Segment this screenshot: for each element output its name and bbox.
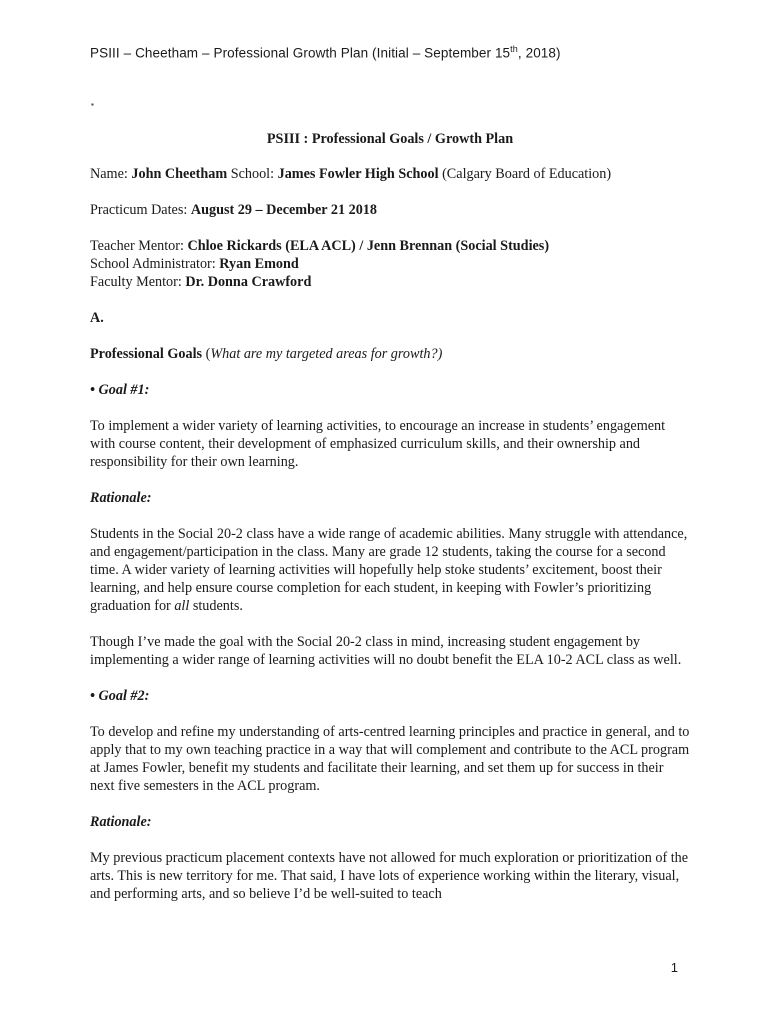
faculty-mentor-label: Faculty Mentor: bbox=[90, 274, 186, 290]
header-text-end: , 2018) bbox=[517, 45, 561, 61]
header-text: PSIII – Cheetham – Professional Growth Plan (Initial – September 15 bbox=[90, 45, 511, 61]
goals-heading: Professional Goals bbox=[90, 346, 203, 362]
document-body bbox=[90, 130, 690, 921]
mentors-block bbox=[90, 237, 690, 291]
administrator-line bbox=[90, 255, 690, 273]
rationale-1-text-b: students. bbox=[189, 598, 243, 614]
goals-sub-open: ( bbox=[202, 346, 211, 362]
administrator-value: Ryan Emond bbox=[219, 256, 299, 272]
document-title: PSIII : Professional Goals / Growth Plan bbox=[266, 131, 514, 147]
rationale-2-paragraph-1: My previous practicum placement contexts have not allowed for much exploration or prioritization of the arts. This is new territory for me. That said, I have lots of experience working within the literary, visual, and performing arts, and so believe I’d be well-suited to teach bbox=[90, 850, 689, 902]
dates-line bbox=[90, 201, 690, 219]
page-header bbox=[90, 44, 561, 61]
dates-label: Practicum Dates: bbox=[90, 202, 191, 218]
name-label: Name: bbox=[90, 166, 132, 182]
header-superscript: th bbox=[510, 44, 518, 54]
school-label: School: bbox=[227, 166, 278, 182]
dates-value: August 29 – December 21 2018 bbox=[190, 202, 377, 218]
goal-2-text: To develop and refine my understanding of arts-centred learning principles and practice in general, and to apply that to my own teaching practice in a way that will complement and contribute to the ACL program at James Fowler, benefit my students and facilitate their learning, and set them up for success in their next five semesters in the ACL program. bbox=[90, 724, 690, 794]
goal-1-heading: • Goal #1: bbox=[90, 382, 150, 398]
rationale-1-emphasis: all bbox=[174, 598, 190, 614]
rationale-1-heading: Rationale: bbox=[90, 490, 152, 506]
teacher-mentor-line bbox=[90, 237, 690, 255]
teacher-mentor-value: Chloe Rickards (ELA ACL) / Jenn Brennan (Social Studies) bbox=[187, 238, 550, 254]
goals-subheading: What are my targeted areas for growth?) bbox=[210, 346, 443, 362]
goal-1-text: To implement a wider variety of learning activities, to encourage an increase in students’ engagement with course content, their development of emphasized curriculum skills, and their ownership and responsibility for their own learning. bbox=[90, 418, 666, 470]
rationale-1-text-a: Students in the Social 20-2 class have a wide range of academic abilities. Many struggle with attendance, and engagement/participation in the class. Many are grade 12 students, taking the course for a second time. A wider variety of learning activities will hopefully help stoke students’ excitement, boost their learning, and help ensure course completion for each student, in keeping with Fowler’s prioritizing graduation for bbox=[90, 526, 688, 614]
section-letter: A. bbox=[90, 310, 104, 326]
rationale-1-paragraph-2: Though I’ve made the goal with the Social 20-2 class in mind, increasing student engagement by implementing a wider range of learning activities will no doubt benefit the ELA 10-2 ACL class as well. bbox=[90, 634, 682, 668]
page-number: 1 bbox=[670, 960, 678, 975]
rationale-2-heading: Rationale: bbox=[90, 814, 152, 830]
section-label bbox=[90, 309, 690, 327]
goals-heading-line bbox=[90, 345, 690, 363]
teacher-mentor-label: Teacher Mentor: bbox=[90, 238, 188, 254]
school-value: James Fowler High School bbox=[277, 166, 439, 182]
faculty-mentor-line bbox=[90, 273, 690, 291]
goal-2-heading: • Goal #2: bbox=[90, 688, 150, 704]
stray-mark: ▪ bbox=[91, 100, 94, 109]
rationale-1-paragraph-1 bbox=[90, 525, 690, 615]
name-line bbox=[90, 165, 690, 183]
school-extra: (Calgary Board of Education) bbox=[438, 166, 612, 182]
faculty-mentor-value: Dr. Donna Crawford bbox=[185, 274, 312, 290]
administrator-label: School Administrator: bbox=[90, 256, 220, 272]
name-value: John Cheetham bbox=[131, 166, 228, 182]
